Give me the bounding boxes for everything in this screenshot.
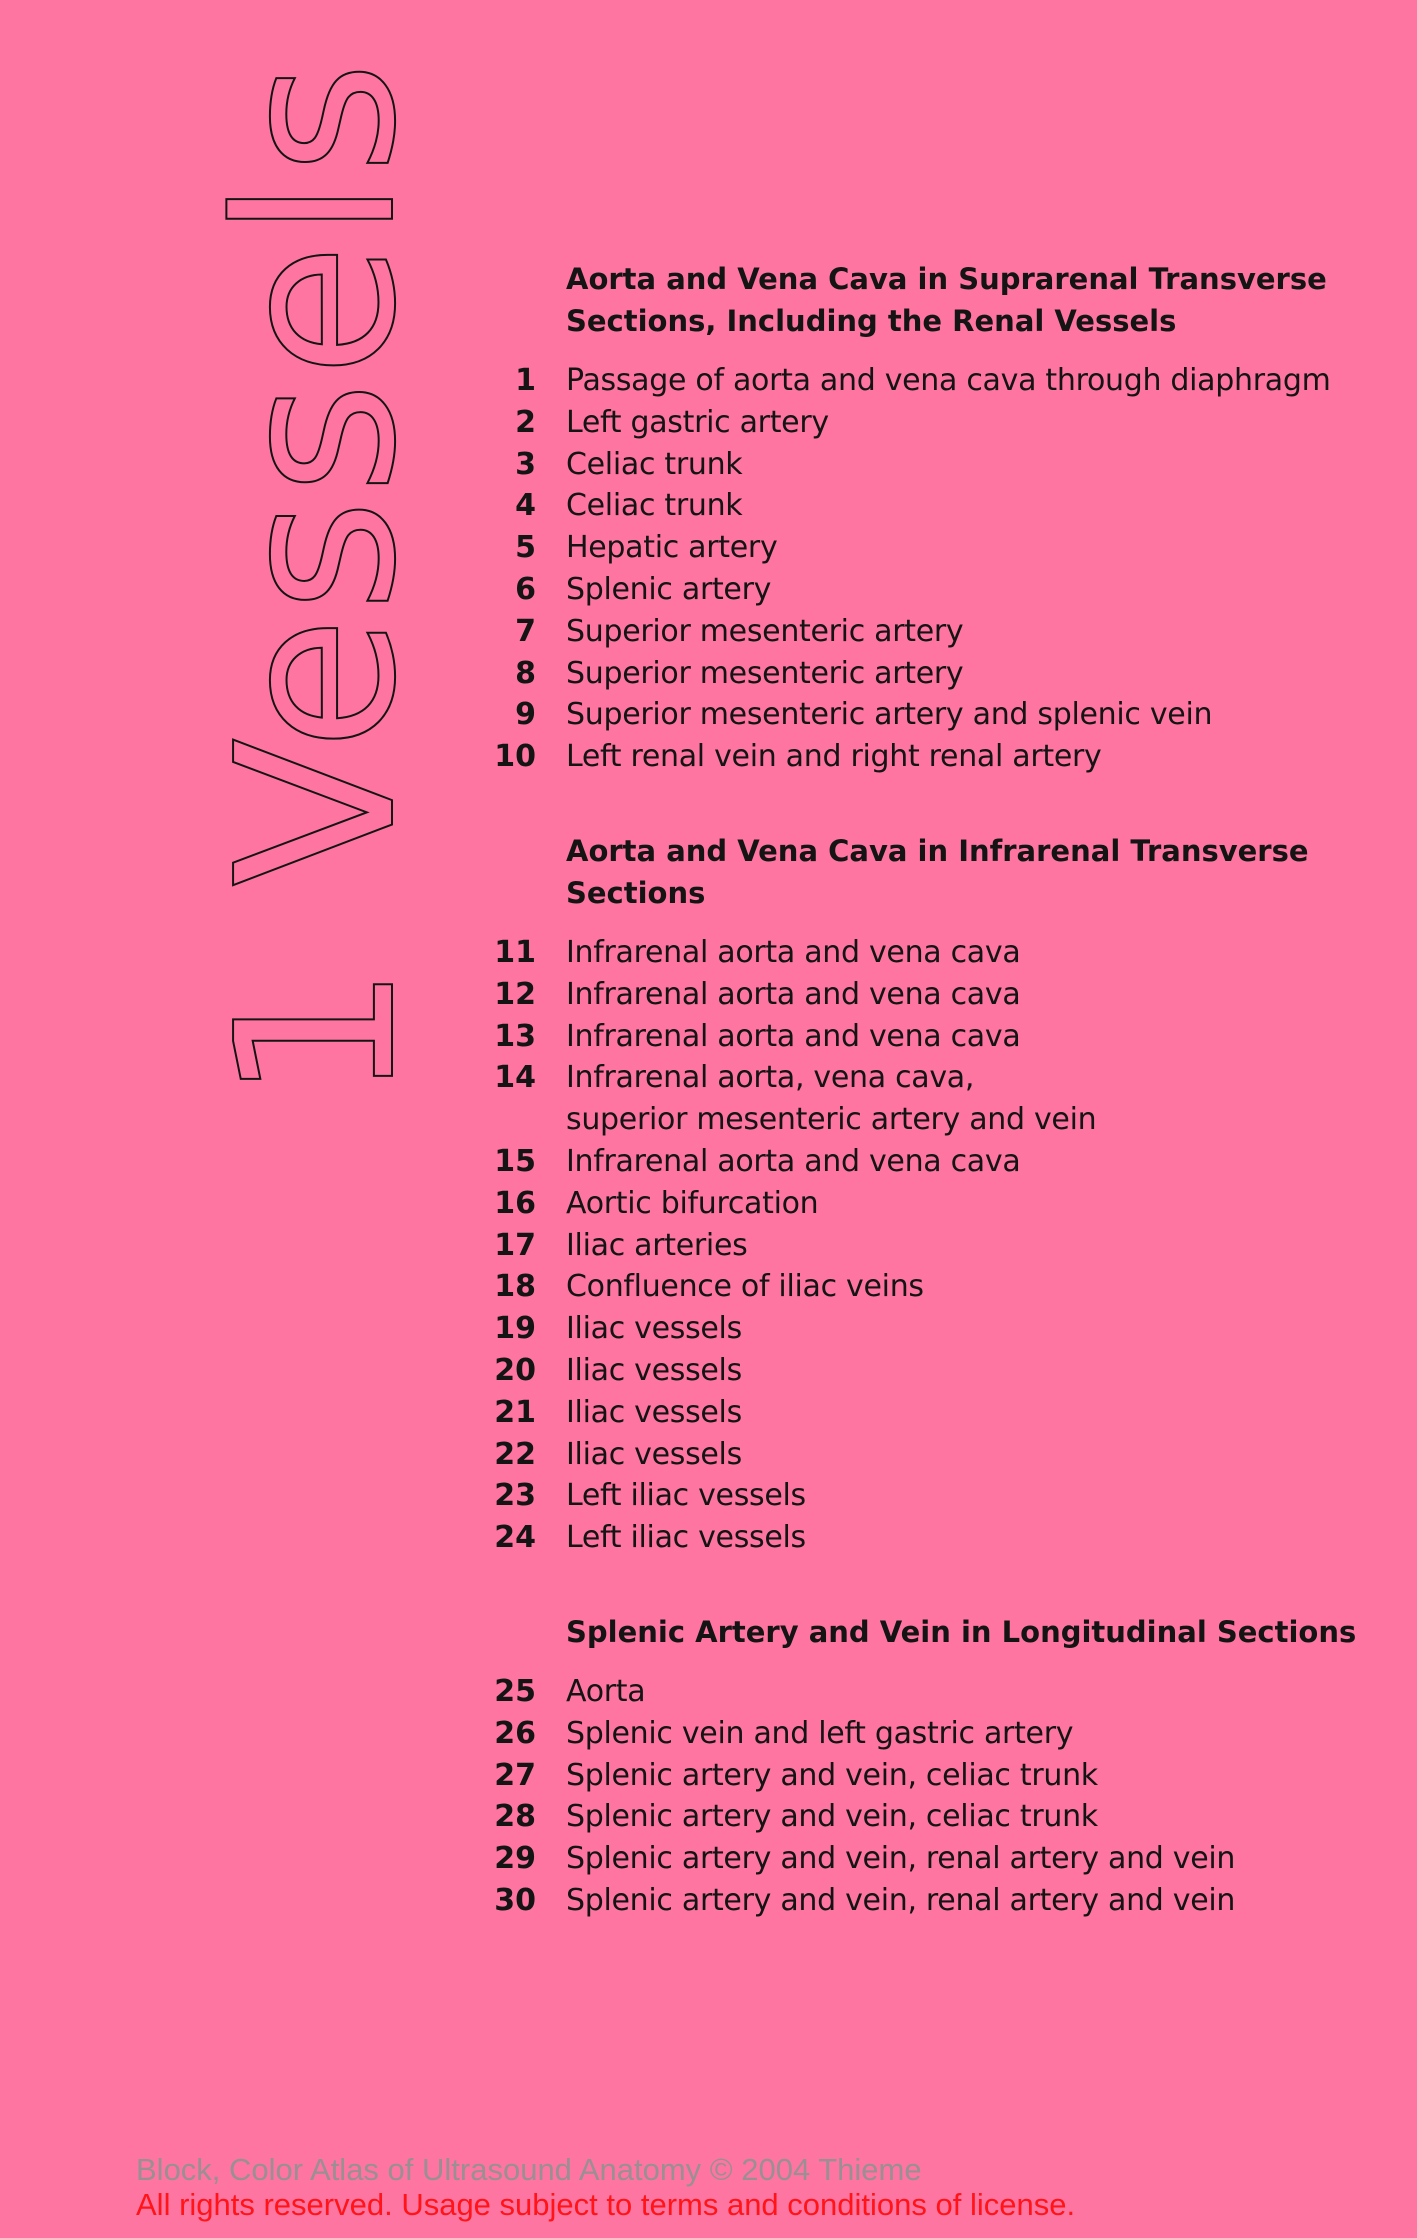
chapter-title-text: 1 Vessels bbox=[191, 57, 444, 1103]
entry-text: Splenic artery and vein, celiac trunk bbox=[566, 1757, 1098, 1793]
entry-text: Aortic bifurcation bbox=[566, 1185, 819, 1221]
entry-number: 12 bbox=[494, 976, 536, 1012]
entry-text: Infrarenal aorta and vena cava bbox=[566, 934, 1021, 970]
entry-number: 1 bbox=[515, 363, 536, 398]
section-entries bbox=[490, 932, 1370, 1559]
toc-entry[interactable] bbox=[490, 1141, 1370, 1183]
table-of-contents bbox=[490, 258, 1370, 1974]
entry-text: Superior mesenteric artery bbox=[566, 613, 964, 649]
toc-entry[interactable] bbox=[490, 1713, 1370, 1755]
toc-entry[interactable] bbox=[490, 1183, 1370, 1225]
entry-text: Iliac vessels bbox=[566, 1311, 742, 1347]
entry-number: 10 bbox=[494, 739, 536, 775]
section-title: Aorta and Vena Cava in Infrarenal Transverse Sections bbox=[566, 833, 1309, 910]
entry-text: Superior mesenteric artery and splenic vein bbox=[566, 697, 1213, 733]
toc-entry[interactable] bbox=[490, 569, 1370, 611]
entry-number: 25 bbox=[494, 1673, 536, 1709]
toc-entry[interactable] bbox=[490, 694, 1370, 736]
toc-entry[interactable] bbox=[490, 974, 1370, 1016]
toc-entry[interactable] bbox=[490, 444, 1370, 486]
entry-text: Left iliac vessels bbox=[566, 1478, 806, 1514]
entry-number: 17 bbox=[494, 1227, 536, 1263]
entry-text: Infrarenal aorta and vena cava bbox=[566, 1143, 1021, 1179]
entry-number: 19 bbox=[494, 1311, 536, 1347]
entry-text: Iliac vessels bbox=[566, 1352, 742, 1388]
entry-text: Left renal vein and right renal artery bbox=[566, 739, 1102, 775]
section-entries bbox=[490, 1671, 1370, 1922]
entry-number: 22 bbox=[494, 1436, 536, 1472]
entry-text: Splenic artery bbox=[566, 571, 772, 607]
entry-text: Superior mesenteric artery bbox=[566, 655, 964, 691]
entry-text: Left iliac vessels bbox=[566, 1520, 806, 1556]
entry-text: Infrarenal aorta and vena cava bbox=[566, 1018, 1021, 1054]
entry-text: Splenic artery and vein, renal artery and vein bbox=[566, 1882, 1236, 1918]
entry-number: 4 bbox=[515, 488, 536, 524]
toc-entry[interactable] bbox=[490, 1796, 1370, 1838]
toc-entry[interactable] bbox=[490, 485, 1370, 527]
entry-number: 16 bbox=[494, 1185, 536, 1221]
entry-number: 30 bbox=[494, 1882, 536, 1918]
entry-text: Celiac trunk bbox=[566, 446, 743, 482]
entry-number: 2 bbox=[515, 404, 536, 440]
toc-entry[interactable] bbox=[490, 653, 1370, 695]
toc-entry[interactable] bbox=[490, 1755, 1370, 1797]
section-entries bbox=[490, 360, 1370, 778]
toc-entry[interactable] bbox=[490, 360, 1370, 402]
entry-text: Splenic artery and vein, renal artery and vein bbox=[566, 1841, 1236, 1877]
entry-number: 18 bbox=[494, 1269, 536, 1305]
entry-text: Splenic vein and left gastric artery bbox=[566, 1715, 1074, 1751]
copyright-notice: Block, Color Atlas of Ultrasound Anatomy © 2004 Thieme bbox=[136, 2152, 922, 2187]
entry-number: 9 bbox=[515, 697, 536, 733]
entry-number: 28 bbox=[494, 1799, 536, 1835]
entry-number: 15 bbox=[494, 1143, 536, 1179]
toc-entry[interactable] bbox=[490, 611, 1370, 653]
entry-number: 24 bbox=[494, 1520, 536, 1556]
entry-number: 26 bbox=[494, 1715, 536, 1751]
entry-number: 27 bbox=[494, 1757, 536, 1793]
license-notice: All rights reserved. Usage subject to terms and conditions of license. bbox=[136, 2187, 1076, 2222]
entry-text: Iliac arteries bbox=[566, 1227, 748, 1263]
entry-text: Left gastric artery bbox=[566, 404, 829, 440]
toc-entry[interactable] bbox=[490, 1671, 1370, 1713]
toc-entry[interactable] bbox=[490, 1016, 1370, 1058]
entry-number: 29 bbox=[494, 1841, 536, 1877]
toc-entry[interactable] bbox=[490, 1057, 1370, 1141]
entry-text: Infrarenal aorta and vena cava bbox=[566, 976, 1021, 1012]
entry-text: Hepatic artery bbox=[566, 530, 778, 566]
toc-entry[interactable] bbox=[490, 1880, 1370, 1922]
entry-text: Splenic artery and vein, celiac trunk bbox=[566, 1799, 1098, 1835]
toc-section-infrarenal bbox=[490, 830, 1370, 1559]
entry-number: 5 bbox=[515, 530, 536, 566]
toc-section-suprarenal bbox=[490, 258, 1370, 778]
entry-number: 7 bbox=[515, 613, 536, 649]
footer bbox=[136, 2152, 1075, 2222]
entry-text: Confluence of iliac veins bbox=[566, 1269, 924, 1305]
toc-entry[interactable] bbox=[490, 1838, 1370, 1880]
toc-entry[interactable] bbox=[490, 736, 1370, 778]
section-title: Splenic Artery and Vein in Longitudinal Sections bbox=[566, 1614, 1357, 1649]
entry-text: Infrarenal aorta, vena cava, superior mesenteric artery and vein bbox=[566, 1060, 1097, 1138]
entry-number: 13 bbox=[494, 1018, 536, 1054]
toc-entry[interactable] bbox=[490, 932, 1370, 974]
entry-number: 6 bbox=[515, 571, 536, 607]
toc-entry[interactable] bbox=[490, 1350, 1370, 1392]
entry-text: Iliac vessels bbox=[566, 1394, 742, 1430]
toc-section-splenic bbox=[490, 1611, 1370, 1922]
toc-entry[interactable] bbox=[490, 1434, 1370, 1476]
section-title: Aorta and Vena Cava in Suprarenal Transverse Sections, Including the Renal Vessels bbox=[566, 262, 1327, 338]
entry-text: Aorta bbox=[566, 1673, 646, 1709]
entry-number: 20 bbox=[494, 1352, 536, 1388]
toc-entry[interactable] bbox=[490, 1225, 1370, 1267]
toc-entry[interactable] bbox=[490, 1517, 1370, 1559]
entry-text: Celiac trunk bbox=[566, 488, 743, 524]
entry-number: 21 bbox=[494, 1394, 536, 1430]
entry-number: 11 bbox=[494, 934, 536, 970]
entry-number: 8 bbox=[515, 655, 536, 691]
toc-entry[interactable] bbox=[490, 527, 1370, 569]
toc-entry[interactable] bbox=[490, 1392, 1370, 1434]
entry-number: 23 bbox=[494, 1478, 536, 1514]
entry-text: Iliac vessels bbox=[566, 1436, 742, 1472]
entry-number: 14 bbox=[494, 1060, 536, 1096]
entry-number: 3 bbox=[515, 446, 536, 482]
toc-entry[interactable] bbox=[490, 402, 1370, 444]
toc-entry[interactable] bbox=[490, 1475, 1370, 1517]
entry-text: Passage of aorta and vena cava through diaphragm bbox=[566, 363, 1331, 398]
toc-entry[interactable] bbox=[490, 1308, 1370, 1350]
toc-entry[interactable] bbox=[490, 1266, 1370, 1308]
